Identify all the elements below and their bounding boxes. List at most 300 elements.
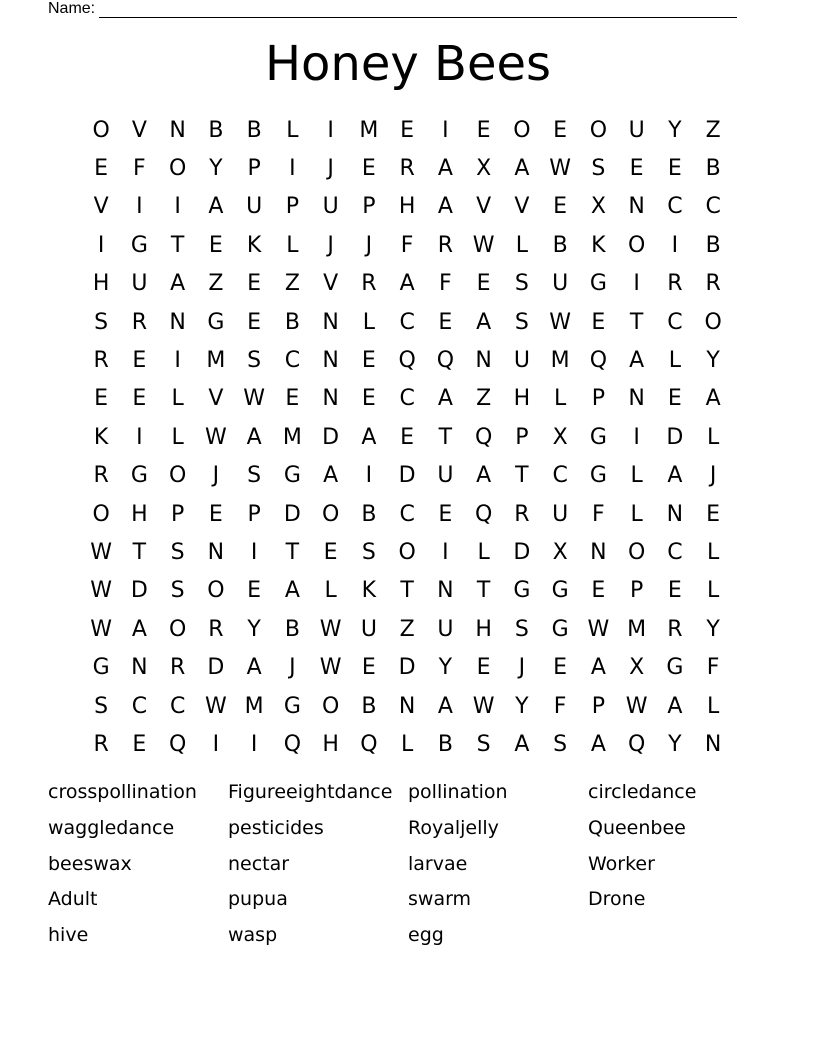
word-list-item: beeswax [48,852,132,875]
grid-cell[interactable]: L [630,463,643,489]
name-label: Name: [48,0,96,17]
grid-cell[interactable]: N [398,693,416,719]
grid-cell[interactable]: W [319,655,342,681]
grid-cell[interactable]: J [365,232,373,258]
grid-cell[interactable]: U [322,194,339,220]
grid-cell[interactable]: S [514,616,529,642]
grid-cell[interactable]: N [666,501,684,527]
grid-cell[interactable]: F [400,232,414,258]
grid-cell[interactable]: O [168,616,187,642]
grid-cell[interactable]: N [704,731,722,757]
grid-cell[interactable]: S [247,463,262,489]
grid-cell[interactable]: O [92,501,110,527]
grid-cell[interactable]: A [514,156,530,182]
grid-cell[interactable]: I [212,731,220,757]
grid-cell[interactable]: C [131,693,148,719]
grid-cell[interactable]: A [590,655,606,681]
grid-cell[interactable]: H [475,616,492,642]
grid-cell[interactable]: E [706,501,721,527]
grid-cell[interactable]: G [589,424,607,450]
grid-cell[interactable]: C [169,693,186,719]
grid-cell[interactable]: V [323,271,339,297]
grid-cell[interactable]: P [515,424,529,450]
grid-cell[interactable]: Z [284,271,300,297]
grid-cell[interactable]: U [360,616,377,642]
grid-cell[interactable]: E [285,386,300,412]
grid-cell[interactable]: W [319,616,342,642]
grid-cell[interactable]: G [283,693,301,719]
grid-cell[interactable]: A [476,309,492,335]
grid-cell[interactable]: F [592,501,605,527]
grid-cell[interactable]: H [92,271,110,297]
grid-cell[interactable]: B [552,232,568,258]
grid-cell[interactable]: E [438,501,453,527]
grid-cell[interactable]: B [246,117,262,143]
grid-cell[interactable]: W [549,156,571,182]
grid-cell[interactable]: Z [399,616,415,642]
grid-cell[interactable]: Y [209,156,223,182]
grid-cell[interactable]: U [513,348,530,374]
grid-cell[interactable]: P [247,156,261,182]
grid-cell[interactable]: R [667,616,683,642]
grid-cell[interactable]: O [627,232,646,258]
grid-cell[interactable]: E [132,731,147,757]
grid-cell[interactable]: I [671,232,679,258]
grid-cell[interactable]: P [170,501,185,527]
grid-cell[interactable]: T [476,578,491,604]
grid-cell[interactable]: Y [515,693,529,719]
grid-cell[interactable]: B [437,731,453,757]
grid-cell[interactable]: N [322,386,339,412]
grid-cell[interactable]: U [246,194,263,220]
grid-cell[interactable]: R [514,501,530,527]
grid-cell[interactable]: E [247,271,262,297]
grid-cell[interactable]: C [552,463,568,489]
grid-cell[interactable]: O [321,501,340,527]
grid-cell[interactable]: U [628,117,645,143]
grid-cell[interactable]: W [90,539,112,565]
grid-cell[interactable]: I [633,424,640,450]
grid-cell[interactable]: J [289,655,296,681]
grid-cell[interactable]: E [667,156,682,182]
grid-cell[interactable]: G [513,578,531,604]
grid-cell[interactable]: O [92,117,110,143]
grid-cell[interactable]: Z [476,386,492,412]
grid-cell[interactable]: N [207,539,225,565]
grid-cell[interactable]: Y [438,655,453,681]
grid-cell[interactable]: O [513,117,531,143]
grid-cell[interactable]: N [590,539,607,565]
grid-cell[interactable]: W [549,309,571,335]
grid-cell[interactable]: L [706,424,720,450]
grid-cell[interactable]: L [324,578,337,604]
grid-cell[interactable]: V [131,117,147,143]
grid-cell[interactable]: Q [474,424,493,450]
grid-cell[interactable]: W [204,424,227,450]
grid-cell[interactable]: S [553,731,568,757]
grid-cell[interactable]: E [132,386,147,412]
grid-cell[interactable]: Y [668,731,682,757]
grid-cell[interactable]: Q [627,731,646,757]
grid-cell[interactable]: E [208,232,223,258]
word-list-item: Queenbee [588,816,686,839]
grid-cell[interactable]: N [169,309,186,335]
grid-cell[interactable]: O [398,539,416,565]
grid-cell[interactable]: U [552,501,569,527]
grid-cell[interactable]: H [398,194,416,220]
grid-cell[interactable]: E [132,348,147,374]
grid-cell[interactable]: R [169,655,186,681]
grid-cell[interactable]: Q [283,731,302,757]
grid-cell[interactable]: L [630,501,643,527]
grid-cell[interactable]: L [553,386,567,412]
grid-cell[interactable]: O [168,463,187,489]
grid-cell[interactable]: G [666,655,684,681]
grid-cell[interactable]: N [169,117,186,143]
grid-cell[interactable]: C [399,309,415,335]
grid-cell[interactable]: S [514,271,529,297]
word-list-item: swarm [408,888,472,911]
grid-cell[interactable]: L [171,386,184,412]
grid-cell[interactable]: I [174,194,181,220]
grid-cell[interactable]: A [131,616,147,642]
grid-cell[interactable]: C [399,386,415,412]
grid-cell[interactable]: A [246,655,262,681]
grid-cell[interactable]: A [170,271,186,297]
grid-cell[interactable]: A [437,194,453,220]
grid-cell[interactable]: L [668,348,681,374]
grid-cell[interactable]: A [667,693,683,719]
grid-cell[interactable]: Q [398,348,416,374]
grid-cell[interactable]: M [627,616,647,642]
grid-cell[interactable]: K [591,232,606,258]
grid-cell[interactable]: T [170,232,185,258]
grid-cell[interactable]: I [250,731,258,757]
grid-cell[interactable]: D [513,539,531,565]
grid-cell[interactable]: T [629,309,644,335]
grid-cell[interactable]: U [437,616,454,642]
grid-cell[interactable]: S [170,539,185,565]
grid-cell[interactable]: A [284,578,300,604]
grid-cell[interactable]: W [90,578,112,604]
grid-cell[interactable]: G [130,463,148,489]
grid-cell[interactable]: F [706,655,720,681]
grid-cell[interactable]: L [286,232,299,258]
grid-cell[interactable]: P [362,194,376,220]
grid-cell[interactable]: E [400,117,415,143]
grid-cell[interactable]: A [437,386,453,412]
grid-cell[interactable]: A [208,194,224,220]
grid-cell[interactable]: L [706,578,720,604]
grid-cell[interactable]: R [361,271,377,297]
grid-cell[interactable]: N [437,578,454,604]
grid-cell[interactable]: A [667,463,683,489]
grid-cell[interactable]: X [476,156,492,182]
grid-cell[interactable]: J [212,463,220,489]
grid-cell[interactable]: D [283,501,301,527]
grid-cell[interactable]: E [361,156,376,182]
grid-cell[interactable]: Q [474,501,493,527]
grid-cell[interactable]: G [92,655,110,681]
grid-cell[interactable]: O [207,578,225,604]
grid-cell[interactable]: R [93,463,109,489]
grid-cell[interactable]: L [362,309,375,335]
grid-cell[interactable]: E [208,501,223,527]
grid-cell[interactable]: E [438,309,453,335]
grid-cell[interactable]: I [442,117,449,143]
grid-cell[interactable]: L [706,693,720,719]
grid-cell[interactable]: M [282,424,302,450]
grid-cell[interactable]: M [206,348,226,374]
grid-cell[interactable]: A [705,386,721,412]
grid-cell[interactable]: D [398,463,416,489]
grid-cell[interactable]: Y [247,616,261,642]
grid-cell[interactable]: B [208,117,224,143]
grid-cell[interactable]: D [666,424,684,450]
grid-cell[interactable]: E [247,578,262,604]
grid-cell[interactable]: L [171,424,184,450]
grid-cell[interactable]: P [629,578,644,604]
grid-cell[interactable]: A [323,463,339,489]
grid-cell[interactable]: L [706,539,720,565]
grid-cell[interactable]: L [400,731,414,757]
grid-cell[interactable]: E [361,386,376,412]
grid-cell[interactable]: V [208,386,224,412]
grid-cell[interactable]: E [553,655,568,681]
grid-cell[interactable]: G [207,309,225,335]
grid-cell[interactable]: E [591,578,606,604]
grid-cell[interactable]: A [437,693,453,719]
grid-cell[interactable]: S [247,348,262,374]
grid-cell[interactable]: V [476,194,492,220]
grid-cell[interactable]: E [323,539,338,565]
grid-cell[interactable]: J [327,232,334,258]
grid-cell[interactable]: P [591,693,606,719]
grid-cell[interactable]: Z [705,117,721,143]
grid-cell[interactable]: I [97,232,105,258]
grid-cell[interactable]: G [551,578,569,604]
grid-cell[interactable]: I [174,348,181,374]
grid-cell[interactable]: X [629,655,645,681]
grid-cell[interactable]: I [136,424,143,450]
grid-cell[interactable]: E [94,156,109,182]
grid-cell[interactable]: C [399,501,415,527]
grid-cell[interactable]: K [246,232,262,258]
grid-cell[interactable]: J [709,463,717,489]
grid-cell[interactable]: E [553,194,568,220]
grid-cell[interactable]: P [591,386,606,412]
grid-cell[interactable]: V [93,194,109,220]
grid-cell[interactable]: G [589,271,607,297]
grid-cell[interactable]: Q [168,731,187,757]
grid-cell[interactable]: R [93,731,109,757]
grid-cell[interactable]: O [321,693,340,719]
grid-cell[interactable]: D [130,578,148,604]
grid-cell[interactable]: I [633,271,640,297]
grid-cell[interactable]: E [361,348,376,374]
grid-cell[interactable]: A [476,463,492,489]
grid-cell[interactable]: I [442,539,449,565]
grid-cell[interactable]: S [94,693,109,719]
grid-cell[interactable]: W [90,616,112,642]
grid-cell[interactable]: O [589,117,608,143]
grid-cell[interactable]: D [398,655,416,681]
grid-cell[interactable]: R [208,616,224,642]
grid-cell[interactable]: S [170,578,185,604]
grid-cell[interactable]: R [667,271,683,297]
grid-cell[interactable]: X [552,539,568,565]
grid-cell[interactable]: B [284,309,300,335]
grid-cell[interactable]: B [705,156,721,182]
grid-cell[interactable]: T [400,578,414,604]
grid-cell[interactable]: X [552,424,568,450]
grid-cell[interactable]: E [247,309,262,335]
grid-cell[interactable]: A [437,156,453,182]
grid-cell[interactable]: N [322,348,339,374]
word-list-item: Figureeightdance [228,781,393,803]
grid-cell[interactable]: W [587,616,610,642]
grid-cell[interactable]: E [400,424,415,450]
grid-cell[interactable]: H [131,501,148,527]
grid-cell[interactable]: G [283,463,301,489]
grid-cell[interactable]: M [359,117,379,143]
grid-cell[interactable]: L [286,117,299,143]
grid-cell[interactable]: T [132,539,147,565]
grid-cell[interactable]: R [93,348,109,374]
grid-cell[interactable]: S [514,309,529,335]
grid-cell[interactable]: R [705,271,721,297]
grid-cell[interactable]: E [629,156,644,182]
grid-cell[interactable]: E [476,655,491,681]
grid-cell[interactable]: I [136,194,143,220]
grid-cell[interactable]: K [361,578,377,604]
grid-cell[interactable]: E [591,309,606,335]
grid-cell[interactable]: M [550,348,570,374]
grid-cell[interactable]: E [476,271,491,297]
grid-cell[interactable]: U [437,463,454,489]
grid-cell[interactable]: H [322,731,339,757]
word-list-item: pesticides [228,816,324,839]
grid-cell[interactable]: T [285,539,300,565]
grid-cell[interactable]: F [439,271,452,297]
grid-cell[interactable]: A [590,731,606,757]
grid-cell[interactable]: I [365,463,373,489]
grid-cell[interactable]: L [515,232,528,258]
grid-cell[interactable]: J [327,156,334,182]
grid-cell[interactable]: N [628,194,645,220]
grid-cell[interactable]: E [361,655,376,681]
grid-cell[interactable]: A [629,348,645,374]
grid-cell[interactable]: G [589,463,607,489]
grid-cell[interactable]: V [514,194,530,220]
grid-cell[interactable]: L [477,539,490,565]
grid-cell[interactable]: O [168,156,187,182]
grid-cell[interactable]: R [437,232,454,258]
grid-cell[interactable]: T [515,463,529,489]
grid-cell[interactable]: N [628,386,645,412]
grid-cell[interactable]: O [627,539,646,565]
grid-cell[interactable]: D [207,655,225,681]
grid-cell[interactable]: S [591,156,606,182]
grid-cell[interactable]: A [246,424,262,450]
grid-cell[interactable]: W [472,693,495,719]
grid-cell[interactable]: E [667,386,682,412]
word-list-item: crosspollination [48,781,197,803]
grid-cell[interactable]: M [244,693,264,719]
grid-cell[interactable]: Q [589,348,608,374]
grid-cell[interactable]: Q [360,731,378,757]
grid-cell[interactable]: S [476,731,491,757]
grid-cell[interactable]: C [667,194,683,220]
grid-cell[interactable]: N [322,309,339,335]
grid-cell[interactable]: I [250,539,258,565]
grid-cell[interactable]: S [94,309,109,335]
grid-cell[interactable]: C [667,309,683,335]
grid-cell[interactable]: Q [436,348,455,374]
grid-cell[interactable]: W [472,232,495,258]
grid-cell[interactable]: A [399,271,415,297]
grid-cell[interactable]: E [667,578,682,604]
word-list-item: Adult [48,888,98,911]
grid-cell[interactable]: B [361,693,377,719]
grid-cell[interactable]: B [361,501,377,527]
grid-cell[interactable]: Y [706,616,720,642]
grid-cell[interactable]: J [518,655,526,681]
grid-cell[interactable]: R [399,156,415,182]
grid-cell[interactable]: W [204,693,227,719]
grid-cell[interactable]: K [93,424,109,450]
grid-cell[interactable]: A [514,731,530,757]
grid-cell[interactable]: A [361,424,377,450]
grid-cell[interactable]: P [285,194,300,220]
grid-cell[interactable]: H [513,386,531,412]
grid-cell[interactable]: W [625,693,648,719]
grid-cell[interactable]: N [475,348,492,374]
grid-cell[interactable]: E [553,117,568,143]
grid-cell[interactable]: G [551,616,569,642]
grid-cell[interactable]: C [667,539,683,565]
grid-cell[interactable]: B [705,232,721,258]
grid-cell[interactable]: I [289,156,296,182]
grid-cell[interactable]: X [590,194,606,220]
grid-cell[interactable]: C [705,194,721,220]
grid-cell[interactable]: W [243,386,265,412]
grid-cell[interactable]: Z [208,271,224,297]
grid-cell[interactable]: G [130,232,148,258]
grid-cell[interactable]: C [284,348,301,374]
grid-cell[interactable]: E [476,117,491,143]
grid-cell[interactable]: R [131,309,148,335]
word-list [48,775,768,954]
grid-cell[interactable]: I [327,117,334,143]
word-list-item: Royaljelly [408,816,499,839]
grid-cell[interactable]: F [133,156,146,182]
grid-cell[interactable]: B [284,616,300,642]
grid-cell[interactable]: N [131,655,148,681]
grid-cell[interactable]: E [94,386,109,412]
grid-cell[interactable]: F [553,693,567,719]
name-blank-line[interactable] [99,3,737,18]
grid-cell[interactable]: P [247,501,261,527]
grid-cell[interactable]: Y [668,117,682,143]
grid-cell[interactable]: O [704,309,722,335]
grid-cell[interactable]: Y [706,348,720,374]
grid-cell[interactable]: T [438,424,453,450]
grid-cell[interactable]: S [361,539,376,565]
grid-cell[interactable]: U [131,271,148,297]
grid-cell[interactable]: D [322,424,340,450]
grid-cell[interactable]: U [552,271,569,297]
